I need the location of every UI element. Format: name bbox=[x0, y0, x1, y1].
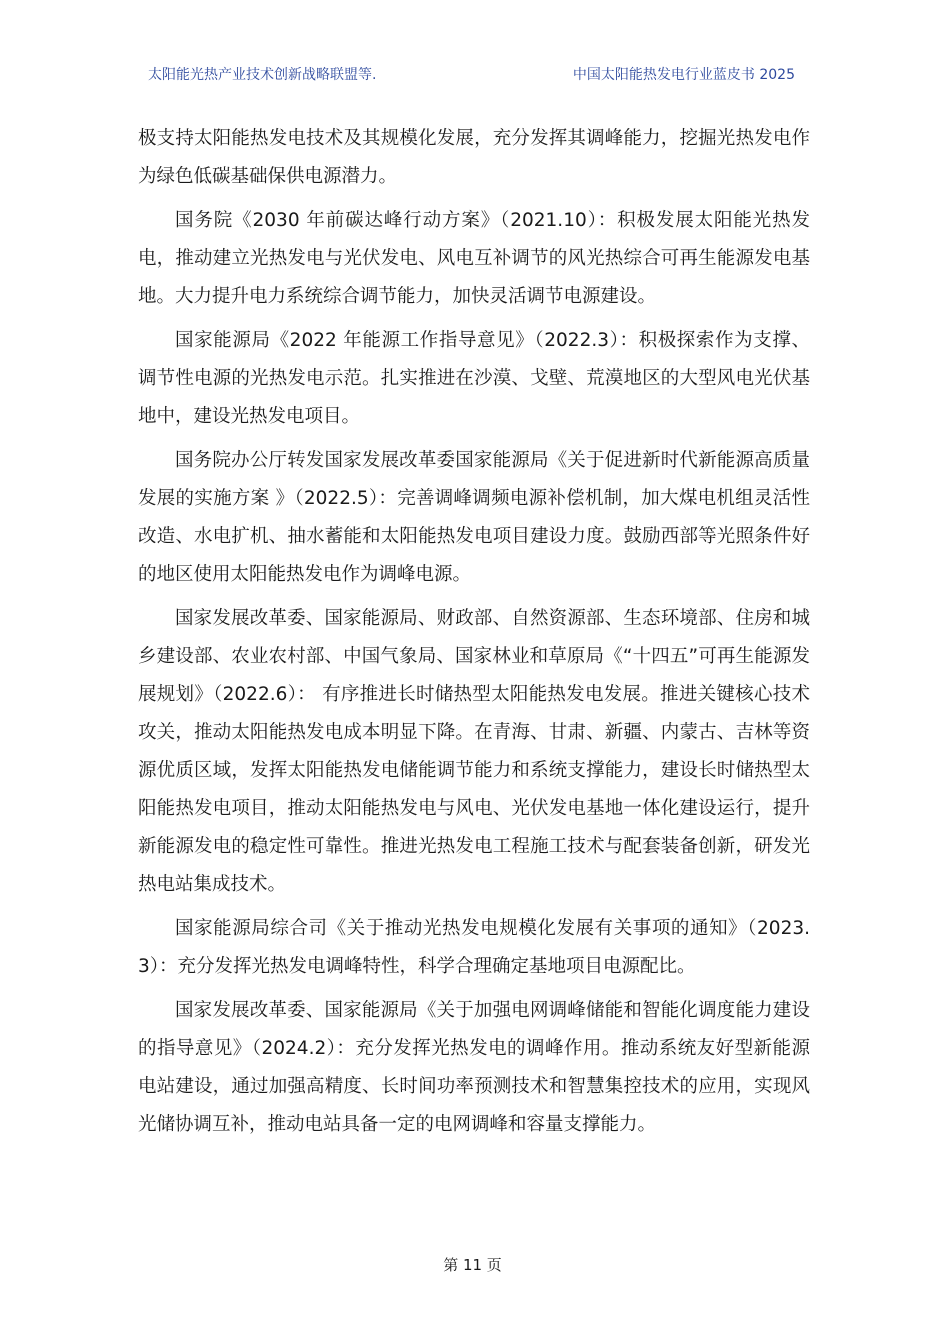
page-number: 第 11 页 bbox=[443, 1256, 502, 1274]
paragraph-policy-2022-energy-guidance: 国家能源局《2022 年能源工作指导意见》（2022.3）：积极探索作为支撑、调节性电源的光热发电示范。扎实推进在沙漠、戈壁、荒漠地区的大型风电光伏基地中，建设光热发电项目。 bbox=[138, 330, 810, 427]
paragraph-policy-2022-14th-five-year: 国家发展改革委、国家能源局、财政部、自然资源部、生态环境部、住房和城乡建设部、农业农村部、中国气象局、国家林业和草原局《“十四五”可再生能源发展规划》（2022.6）： 有序推进长时储热型太阳能热发电发展。推进关键核心技术攻关，推动太阳能热发电成本明显下降。在青海、甘肃、新疆、内蒙古、吉林等资源优质区域，发挥太阳能热发电储能调节能力和系统支撑能力，建设长时储热型太阳能热发电项目，推动太阳能热发电与风电、光伏发电基地一体化建设运行，提升新能源发电的稳定性可靠性。推进光热发电工程施工技术与配套装备创新，研发光热电站集成技术。 bbox=[138, 608, 810, 895]
header-left-title: 太阳能光热产业技术创新战略联盟等. bbox=[148, 67, 377, 83]
header-right-title: 中国太阳能热发电行业蓝皮书 2025 bbox=[572, 67, 795, 83]
paragraph-policy-2022-new-energy: 国务院办公厅转发国家发展改革委国家能源局《关于促进新时代新能源高质量发展的实施方案 》（2022.5）：完善调峰调频电源补偿机制，加大煤电机组灵活性改造、水电扩机、抽水蓄能和太阳能热发电项目建设力度。鼓励西部等光照条件好的地区使用太阳能热发电作为调峰电源。 bbox=[138, 450, 810, 585]
paragraph-policy-2024-grid: 国家发展改革委、国家能源局《关于加强电网调峰储能和智能化调度能力建设的指导意见》（2024.2）：充分发挥光热发电的调峰作用。推动系统友好型新能源电站建设，通过加强高精度、长时间功率预测技术和智慧集控技术的应用，实现风光储协调互补，推动电站具备一定的电网调峰和容量支撑能力。 bbox=[138, 1000, 810, 1135]
document-body bbox=[138, 120, 810, 1150]
paragraph-continuation: 极支持太阳能热发电技术及其规模化发展，充分发挥其调峰能力，挖掘光热发电作为绿色低碳基础保供电源潜力。 bbox=[138, 128, 810, 187]
paragraph-policy-2021-carbon-peak: 国务院《2030 年前碳达峰行动方案》（2021.10）：积极发展太阳能光热发电，推动建立光热发电与光伏发电、风电互补调节的风光热综合可再生能源发电基地。大力提升电力系统综合调节能力，加快灵活调节电源建设。 bbox=[138, 210, 810, 307]
paragraph-policy-2023-notice: 国家能源局综合司《关于推动光热发电规模化发展有关事项的通知》（2023.3）：充分发挥光热发电调峰特性，科学合理确定基地项目电源配比。 bbox=[138, 918, 810, 977]
